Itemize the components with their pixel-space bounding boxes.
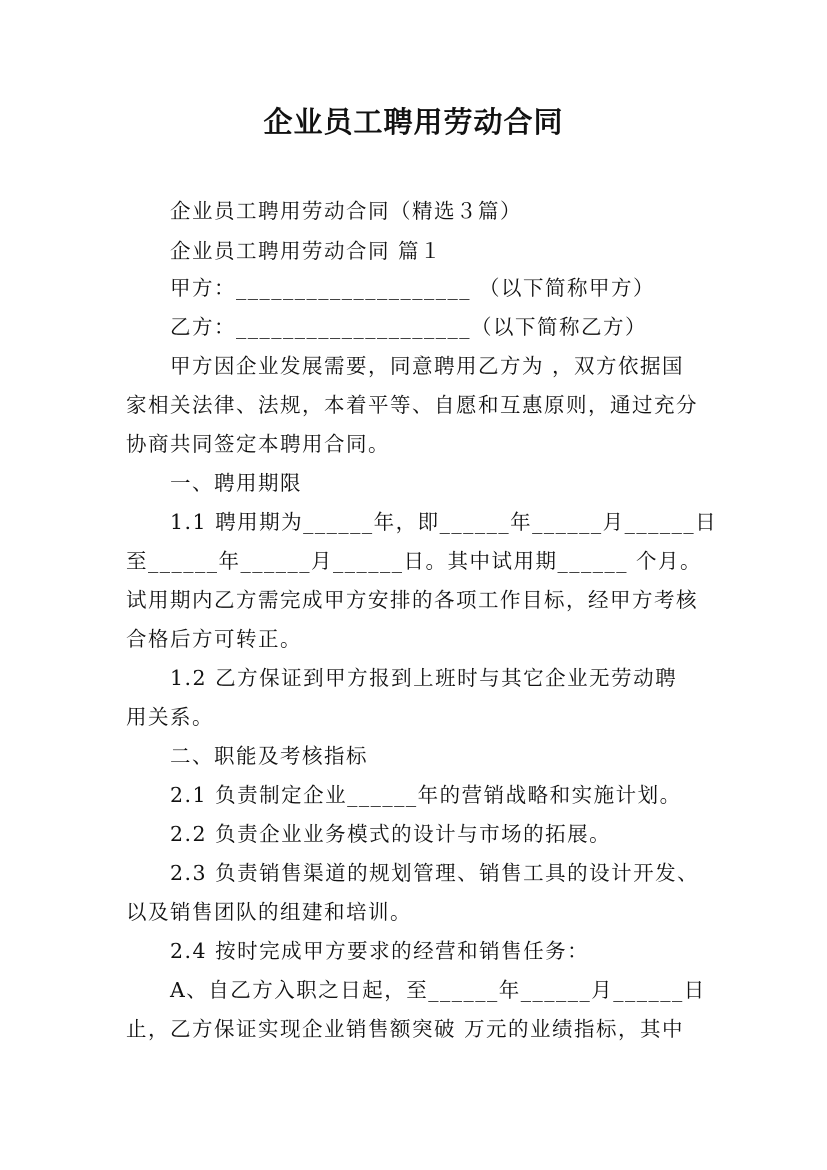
paragraph-line: 2.2 负责企业业务模式的设计与市场的拓展。 <box>170 822 612 846</box>
party-b-line: 乙方：____________________（以下简称乙方） <box>170 315 647 339</box>
paragraph-line: 止，乙方保证实现企业销售额突破 万元的业绩指标，其中 <box>126 1017 685 1041</box>
paragraph-line: 2.4 按时完成甲方要求的经营和销售任务： <box>170 939 590 963</box>
paragraph-line: 合格后方可转正。 <box>126 627 302 651</box>
paragraph-line: 至______年______月______日。其中试用期______ 个月。 <box>126 549 703 573</box>
document-title: 企业员工聘用劳动合同 <box>263 105 564 139</box>
paragraph-line: 2.3 负责销售渠道的规划管理、销售工具的设计开发、 <box>170 861 700 885</box>
paragraph-line: A、自乙方入职之日起，至______年______月______日 <box>170 978 706 1002</box>
paragraph-line: 甲方因企业发展需要，同意聘用乙方为 ，双方依据国 <box>170 354 685 378</box>
paragraph-line: 1.1 聘用期为______年，即______年______月______日 <box>170 510 718 534</box>
clause-heading: 一、聘用期限 <box>170 471 302 495</box>
paragraph-line: 2.1 负责制定企业______年的营销战略和实施计划。 <box>170 783 682 807</box>
paragraph-line: 协商共同签定本聘用合同。 <box>126 432 390 456</box>
paragraph-line: 用关系。 <box>126 705 214 729</box>
subtitle-line: 企业员工聘用劳动合同（精选３篇） <box>170 199 522 223</box>
paragraph-line: 试用期内乙方需完成甲方安排的各项工作目标，经甲方考核 <box>126 588 698 612</box>
paragraph-line: 以及销售团队的组建和培训。 <box>126 900 412 924</box>
paragraph-line: 1.2 乙方保证到甲方报到上班时与其它企业无劳动聘 <box>170 666 678 690</box>
section-heading: 企业员工聘用劳动合同 篇１ <box>170 239 443 263</box>
party-a-line: 甲方：____________________ （以下简称甲方） <box>170 276 656 300</box>
clause-heading: 二、职能及考核指标 <box>170 744 368 768</box>
paragraph-line: 家相关法律、法规，本着平等、自愿和互惠原则，通过充分 <box>126 393 698 417</box>
